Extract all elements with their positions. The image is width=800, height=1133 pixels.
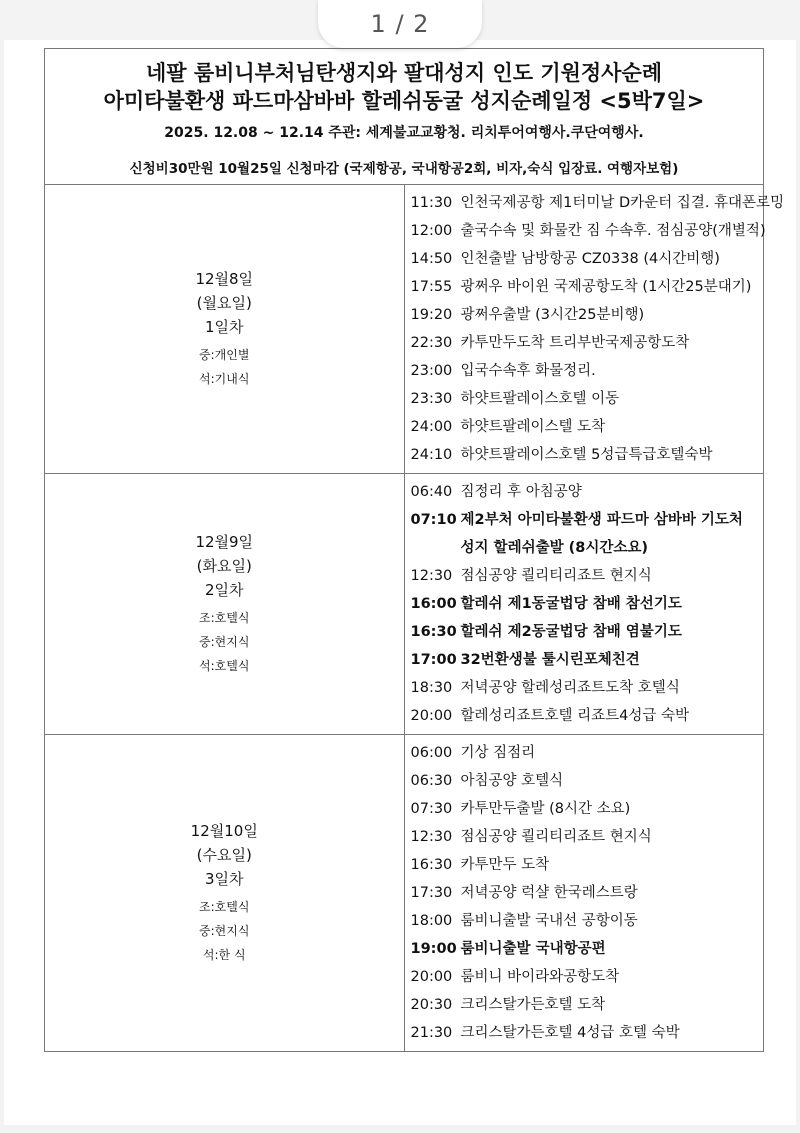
event-text: 인천출발 남방항공 CZ0338 (4시간비행)	[460, 251, 720, 267]
event-item	[411, 478, 764, 506]
document-page	[4, 40, 796, 1125]
event-time: 07:30	[410, 801, 453, 817]
event-text: 점심공양 쾰리티리죠트 현지식	[460, 829, 652, 845]
event-list	[405, 735, 764, 1051]
event-text: 32번환생불 툴시린포체친견	[460, 652, 640, 668]
event-item	[411, 674, 764, 702]
event-text: 룸비니출발 국내선 공항이동	[460, 913, 638, 929]
event-text: 카투만두도착 트리부반국제공항도착	[460, 335, 690, 351]
event-item	[411, 1019, 764, 1047]
event-list	[405, 474, 764, 734]
event-item	[411, 506, 764, 534]
event-item	[411, 991, 764, 1019]
title-line-1: 네팔 룸비니부처님탄생지와 팔대성지 인도 기원정사순례	[145, 61, 663, 85]
event-item	[411, 702, 764, 730]
event-time: 24:00	[410, 419, 453, 435]
event-text: 성지 할레쉬출발 (8시간소요)	[460, 540, 649, 556]
event-item	[411, 357, 764, 385]
event-text: 하얏트팔레이스호텔 이동	[460, 391, 620, 407]
day-date: 12월8일	[195, 270, 254, 288]
event-time: 22:30	[410, 335, 453, 351]
event-item	[411, 590, 764, 618]
day-weekday: (월요일)	[196, 294, 252, 312]
fee-deadline: 신청비30만원 10월25일 신청마감 (국제항공, 국내항공2회, 비자,숙식 입장료. 여행자보험)	[129, 161, 679, 177]
period-organizer: 2025. 12.08 ~ 12.14 주관: 세계불교교황청. 리치투어여행사.쿠단여행사.	[164, 125, 644, 141]
header-cell	[45, 49, 764, 185]
day-meal: 중:현지식	[199, 635, 250, 649]
event-item	[411, 907, 764, 935]
event-text: 입국수속후 화물정리.	[460, 363, 596, 379]
event-text: 카투만두출발 (8시간 소요)	[460, 801, 631, 817]
event-text: 제2부처 아미타불환생 파드마 삼바바 기도처	[460, 512, 743, 528]
event-time: 20:00	[410, 708, 453, 724]
event-time: 16:30	[410, 857, 453, 873]
event-time: 12:00	[410, 223, 453, 239]
event-time: 18:00	[410, 913, 453, 929]
event-time: 17:55	[410, 279, 453, 295]
event-item	[411, 879, 764, 907]
event-text: 점심공양 쾰리티리죠트 현지식	[460, 568, 652, 584]
event-item	[411, 935, 764, 963]
event-text: 광쩌우 바이윈 국제공항도착 (1시간25분대기)	[460, 279, 752, 295]
events-cell	[404, 735, 764, 1052]
day-row-3	[45, 735, 764, 1052]
event-item	[411, 851, 764, 879]
day-meal: 중:현지식	[199, 924, 250, 938]
day-meal: 조:호텔식	[199, 900, 250, 914]
event-time: 06:00	[410, 745, 453, 761]
event-item	[411, 562, 764, 590]
event-time: 19:20	[410, 307, 453, 323]
event-time: 24:10	[410, 447, 453, 463]
day-row-2	[45, 474, 764, 735]
event-text: 저녁공양 럭샬 한국레스트랑	[460, 885, 638, 901]
event-time: 20:30	[410, 997, 453, 1013]
event-text: 아침공양 호텔식	[460, 773, 564, 789]
event-text: 출국수속 및 화물칸 짐 수속후. 점심공양(개별적)	[460, 223, 766, 239]
event-time: 23:00	[410, 363, 453, 379]
event-time: 07:10	[410, 512, 457, 528]
event-text: 하얏트팔레이스호텔 5성급특급호텔숙박	[460, 447, 713, 463]
event-item	[411, 329, 764, 357]
event-time: 17:30	[410, 885, 453, 901]
day-info-cell	[45, 735, 405, 1052]
event-text: 하얏트팔레이스텔 도착	[460, 419, 606, 435]
event-time: 16:00	[410, 596, 457, 612]
day-meal: 석:한 식	[202, 948, 246, 962]
event-item	[410, 189, 785, 217]
event-text: 크리스탈가든호텔 4성급 호텔 숙박	[460, 1025, 680, 1041]
event-item	[411, 301, 764, 329]
day-date: 12월9일	[195, 533, 254, 551]
event-text: 기상 짐점리	[460, 745, 536, 761]
page-indicator: 1 / 2	[318, 0, 482, 48]
event-item	[411, 618, 764, 646]
day-meal: 조:호텔식	[199, 611, 250, 625]
event-item	[411, 823, 764, 851]
day-meal: 중:개인별	[199, 348, 250, 362]
event-time: 06:40	[410, 484, 453, 500]
day-weekday: (수요일)	[196, 846, 252, 864]
event-text: 카투만두 도착	[460, 857, 550, 873]
events-cell	[404, 474, 764, 735]
event-item	[411, 795, 764, 823]
event-time: 16:30	[410, 624, 457, 640]
day-info-cell	[45, 185, 405, 474]
day-label: 1일차	[204, 318, 244, 336]
day-row-1	[45, 185, 764, 474]
event-text: 할레쉬 제2동굴법당 참배 염불기도	[460, 624, 682, 640]
event-item	[411, 217, 764, 245]
event-item	[411, 273, 764, 301]
event-item	[411, 245, 764, 273]
event-text: 룸비니 바이라와공항도착	[460, 969, 620, 985]
day-meal: 석:기내식	[199, 372, 250, 386]
itinerary-table	[44, 48, 785, 1052]
event-item	[411, 441, 764, 469]
day-info-cell	[45, 474, 405, 735]
event-time: 12:30	[410, 829, 453, 845]
event-item	[411, 385, 764, 413]
event-time: 19:00	[410, 941, 457, 957]
event-item	[411, 646, 764, 674]
event-time: 14:50	[410, 251, 453, 267]
event-item	[411, 767, 764, 795]
title-line-2: 아미타불환생 파드마삼바바 할레쉬동굴 성지순례일정 <5박7일>	[103, 89, 705, 113]
event-time: 21:30	[410, 1025, 453, 1041]
event-time: 12:30	[410, 568, 453, 584]
event-time: 11:30	[410, 195, 453, 211]
event-text: 룸비니출발 국내항공편	[460, 941, 606, 957]
event-item	[411, 963, 764, 991]
event-time: 17:00	[410, 652, 457, 668]
day-weekday: (화요일)	[196, 557, 252, 575]
event-text: 할레쉬 제1동굴법당 참배 참선기도	[460, 596, 682, 612]
event-time: 23:30	[410, 391, 453, 407]
event-item	[411, 739, 764, 767]
day-meal: 석:호텔식	[199, 659, 250, 673]
events-cell	[404, 185, 785, 474]
event-text: 인천국제공항 제1터미날 D카운터 집결. 휴대폰로밍	[460, 195, 785, 211]
event-text: 광쩌우출발 (3시간25분비행)	[460, 307, 645, 323]
event-time: 20:00	[410, 969, 453, 985]
event-text: 할레성리죠트호텔 리죠트4성급 숙박	[460, 708, 690, 724]
day-date: 12월10일	[190, 822, 258, 840]
day-label: 2일차	[204, 581, 244, 599]
day-label: 3일차	[204, 870, 244, 888]
event-item	[411, 534, 764, 562]
event-item	[411, 413, 764, 441]
event-time: 18:30	[410, 680, 453, 696]
event-time: 06:30	[410, 773, 453, 789]
event-list	[405, 185, 785, 473]
event-text: 크리스탈가든호텔 도착	[460, 997, 606, 1013]
event-text: 저녁공양 할레성리죠트도착 호텔식	[460, 680, 680, 696]
event-text: 짐정리 후 아침공양	[460, 484, 582, 500]
